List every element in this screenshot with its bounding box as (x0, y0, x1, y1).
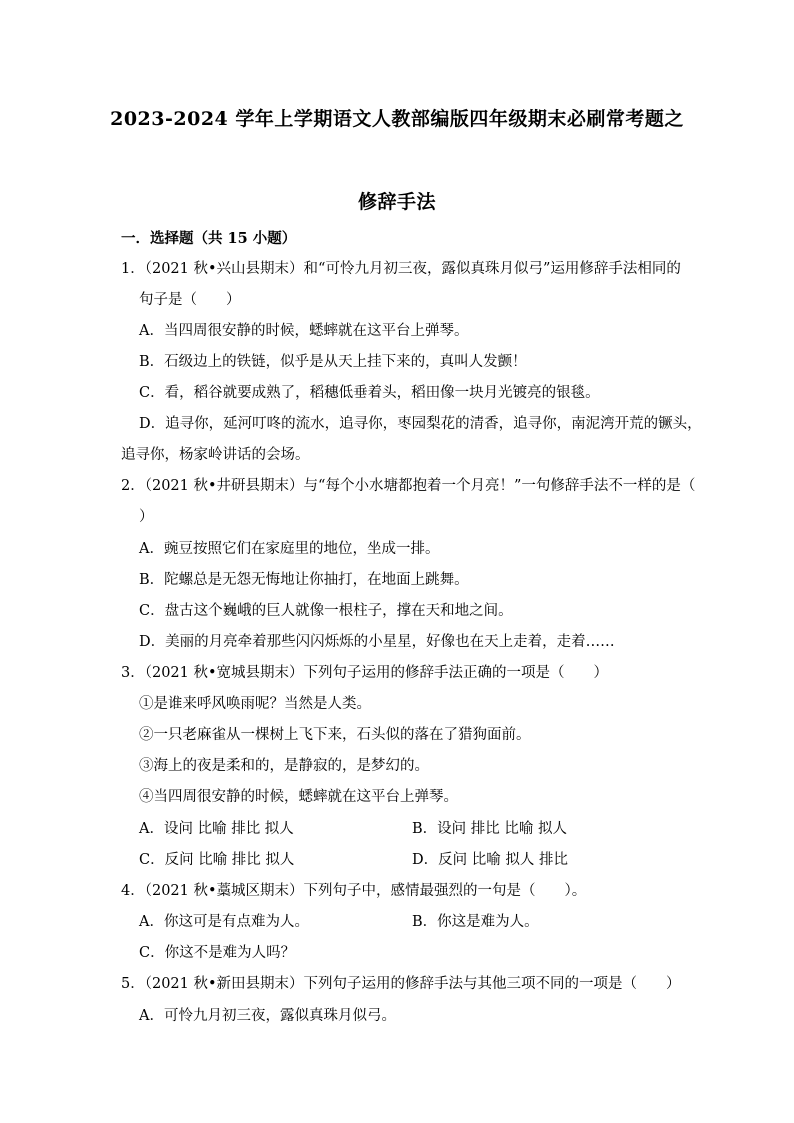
question-2-option-c: C．盘古这个巍峨的巨人就像一根柱子，撑在天和地之间。 (139, 603, 513, 619)
document-title-line2: 修辞手法 (357, 191, 436, 213)
question-3-sentence-3: ③海上的夜是柔和的，是静寂的，是梦幻的。 (139, 758, 429, 774)
question-2-option-a: A．豌豆按照它们在家庭里的地位，坐成一排。 (139, 541, 440, 557)
question-1-option-d-cont: 追寻你，杨家岭讲话的会场。 (121, 447, 310, 463)
question-3-stem: 3．（2021 秋•宽城县期末）下列句子运用的修辞手法正确的一项是（ ） (121, 665, 609, 681)
question-3-option-d: D．反问 比喻 拟人 排比 (412, 852, 568, 868)
question-2-option-d: D．美丽的月亮牵着那些闪闪烁烁的小星星，好像也在天上走着，走着…… (139, 634, 615, 650)
question-5-option-a: A．可怜九月初三夜，露似真珠月似弓。 (139, 1008, 396, 1024)
question-2-stem-cont: ） (139, 509, 154, 525)
question-3-sentence-1: ①是谁来呼风唤雨呢？当然是人类。 (139, 696, 371, 712)
question-5-stem: 5．（2021 秋•新田县期末）下列句子运用的修辞手法与其他三项不同的一项是（ ） (121, 976, 681, 992)
question-1-option-d: D．追寻你，延河叮咚的流水，追寻你，枣园梨花的清香，追寻你，南泥湾开荒的镢头， (139, 416, 702, 432)
question-1-option-a: A．当四周很安静的时候，蟋蟀就在这平台上弹琴。 (139, 323, 469, 339)
section-heading: 一．选择题（共 15 小题） (121, 230, 297, 247)
question-1-stem-cont: 句子是（ ） (139, 292, 241, 308)
question-1-option-c: C．看，稻谷就要成熟了，稻穗低垂着头，稻田像一块月光镀亮的银毯。 (139, 385, 600, 401)
question-1-stem: 1．（2021 秋•兴山县期末）和“可怜九月初三夜，露似真珠月似弓”运用修辞手法相同的 (121, 261, 681, 277)
question-3-option-b: B．设问 排比 比喻 拟人 (412, 821, 567, 837)
question-1-option-b: B．石级边上的铁链，似乎是从天上挂下来的，真叫人发颤！ (139, 354, 527, 370)
question-4-option-a: A．你这可是有点难为人。 (139, 914, 309, 930)
question-3-option-c: C．反问 比喻 排比 拟人 (139, 852, 295, 868)
question-3-option-a: A．设问 比喻 排比 拟人 (139, 821, 294, 837)
question-2-option-b: B．陀螺总是无怨无悔地让你抽打，在地面上跳舞。 (139, 572, 469, 588)
question-3-sentence-4: ④当四周很安静的时候，蟋蟀就在这平台上弹琴。 (139, 789, 458, 805)
question-4-stem: 4．（2021 秋•藁城区期末）下列句子中，感情最强烈的一句是（ ）。 (121, 883, 587, 899)
document-title-line1: 2023-2024 学年上学期语文人教部编版四年级期末必刷常考题之 (110, 108, 684, 130)
question-2-stem: 2．（2021 秋•井研县期末）与“每个小水塘都抱着一个月亮！”一句修辞手法不一样的是（ (121, 478, 696, 494)
question-4-option-b: B．你这是难为人。 (412, 914, 539, 930)
question-4-option-c: C．你这不是难为人吗？ (139, 945, 296, 961)
question-3-sentence-2: ②一只老麻雀从一棵树上飞下来，石头似的落在了猎狗面前。 (139, 727, 531, 743)
